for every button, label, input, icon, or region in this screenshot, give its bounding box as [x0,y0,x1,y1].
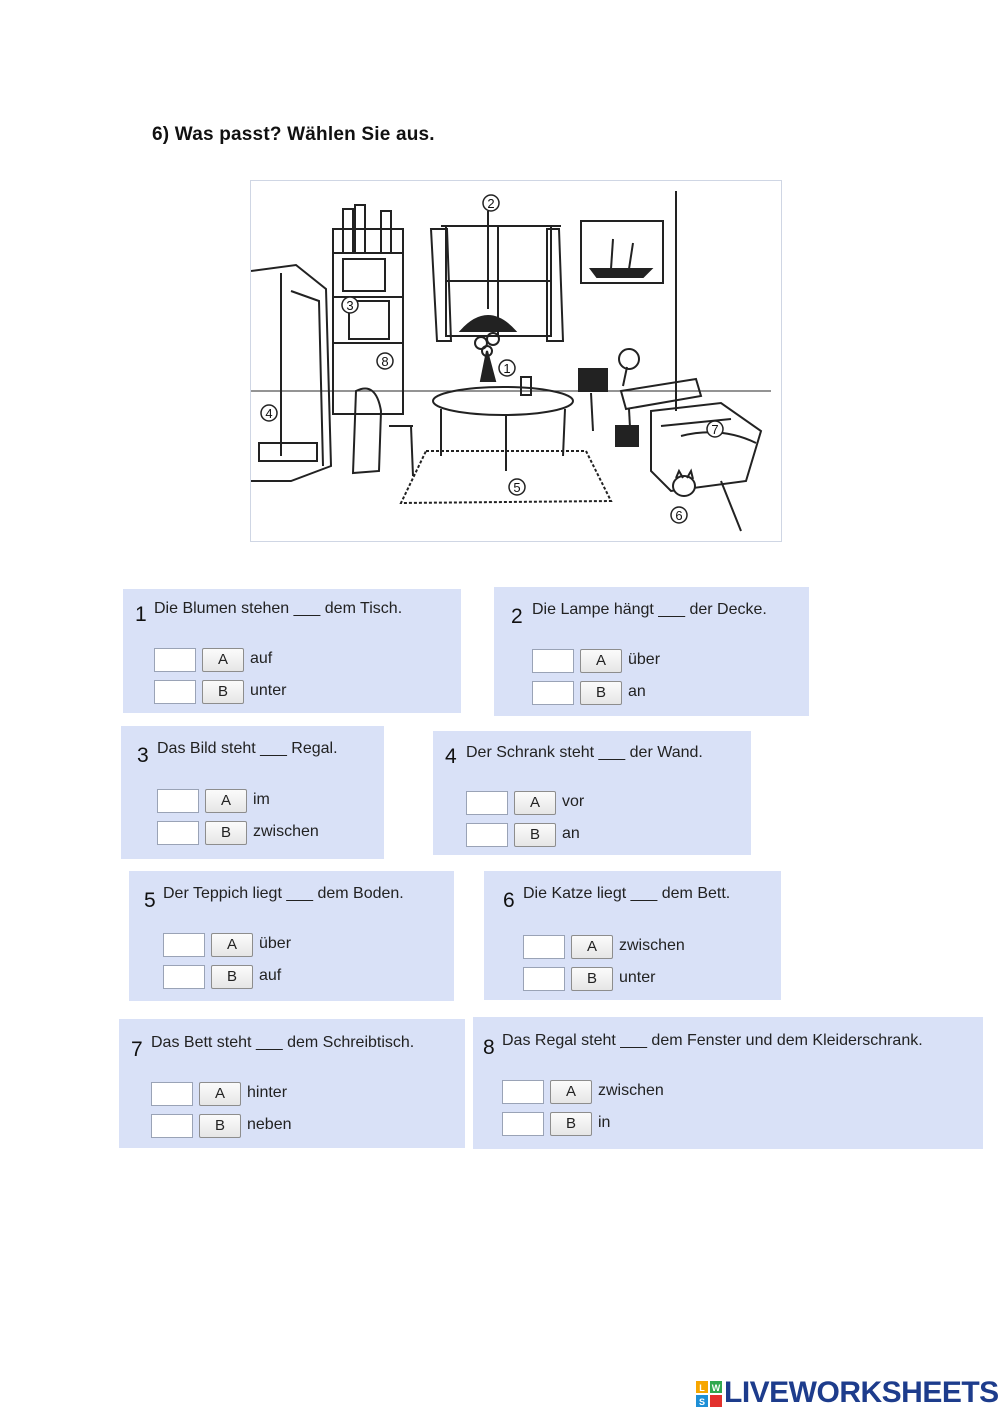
question-card-7 [119,1019,465,1148]
option-b-button[interactable]: B [199,1114,241,1138]
option-b-button[interactable]: B [202,680,244,704]
label-7 [707,421,723,437]
option-b-button[interactable]: B [571,967,613,991]
option-a-button[interactable]: A [514,791,556,815]
svg-text:3: 3 [346,298,354,313]
question-card-6 [484,871,781,1000]
question-number: 1 [135,603,147,626]
question-sentence: Der Schrank steht ___ der Wand. [466,744,703,761]
answer-box-a[interactable] [157,789,199,813]
answer-box-b[interactable] [154,680,196,704]
option-b-button[interactable]: B [580,681,622,705]
option-a-text: über [259,935,292,952]
question-card-5 [129,871,454,1001]
question-number: 4 [445,745,457,768]
answer-box-b[interactable] [157,821,199,845]
option-a-text: zwischen [598,1082,664,1099]
question-number: 3 [137,744,149,767]
answer-box-a[interactable] [466,791,508,815]
answer-box-b[interactable] [502,1112,544,1136]
question-card-3 [121,726,384,859]
question-card-4 [433,731,751,855]
label-4 [261,405,277,421]
label-5 [509,479,525,495]
answer-box-b[interactable] [151,1114,193,1138]
svg-text:7: 7 [711,422,719,437]
svg-text:W: W [711,1383,721,1393]
option-a-text: vor [562,793,585,810]
answer-box-a[interactable] [523,935,565,959]
question-number: 5 [144,889,156,912]
room-drawing [251,181,781,541]
option-b-button[interactable]: B [514,823,556,847]
option-b-text: auf [259,967,282,984]
brand-name: LIVEWORKSHEETS [724,1376,999,1409]
option-b-text: unter [250,682,287,699]
question-sentence: Das Regal steht ___ dem Fenster und dem Kleiderschrank. [502,1032,923,1049]
svg-text:S: S [698,1397,706,1407]
label-1 [499,360,515,376]
answer-box-b[interactable] [532,681,574,705]
option-b-text: an [628,683,646,700]
question-sentence: Die Katze liegt ___ dem Bett. [523,885,731,902]
question-card-8 [473,1017,983,1149]
svg-text:6: 6 [675,508,683,523]
question-sentence: Die Blumen stehen ___ dem Tisch. [154,600,403,617]
label-8 [377,353,393,369]
option-a-button[interactable]: A [580,649,622,673]
option-b-text: an [562,825,580,842]
option-b-button[interactable]: B [205,821,247,845]
question-sentence: Das Bett steht ___ dem Schreibtisch. [151,1034,415,1051]
question-number: 6 [503,889,515,912]
question-sentence: Der Teppich liegt ___ dem Boden. [163,885,404,902]
answer-box-b[interactable] [523,967,565,991]
label-6 [671,507,687,523]
option-a-text: zwischen [619,937,685,954]
answer-box-b[interactable] [163,965,205,989]
question-card-2 [494,587,809,716]
question-number: 7 [131,1038,143,1061]
answer-box-a[interactable] [502,1080,544,1104]
question-sentence: Die Lampe hängt ___ der Decke. [532,601,767,618]
room-illustration [250,180,782,542]
option-b-button[interactable]: B [211,965,253,989]
svg-text:5: 5 [513,480,521,495]
svg-text:4: 4 [265,406,273,421]
option-a-text: auf [250,650,273,667]
answer-box-b[interactable] [466,823,508,847]
question-number: 8 [483,1036,495,1059]
question-card-1 [123,589,461,713]
option-a-button[interactable]: A [205,789,247,813]
option-a-button[interactable]: A [211,933,253,957]
answer-box-a[interactable] [154,648,196,672]
option-a-button[interactable]: A [550,1080,592,1104]
answer-box-a[interactable] [163,933,205,957]
svg-text:L: L [699,1383,705,1393]
label-3 [342,297,358,313]
answer-box-a[interactable] [532,649,574,673]
option-b-text: unter [619,969,656,986]
logo-mark-icon [696,1381,722,1407]
option-b-button[interactable]: B [550,1112,592,1136]
option-a-button[interactable]: A [571,935,613,959]
question-sentence: Das Bild steht ___ Regal. [157,740,338,757]
option-b-text: zwischen [253,823,319,840]
svg-text:1: 1 [503,361,511,376]
option-a-button[interactable]: A [199,1082,241,1106]
option-a-button[interactable]: A [202,648,244,672]
label-2 [483,195,499,211]
exercise-title: 6) Was passt? Wählen Sie aus. [152,124,435,145]
option-a-text: im [253,791,270,808]
svg-text:2: 2 [487,196,495,211]
option-a-text: über [628,651,661,668]
question-number: 2 [511,605,523,628]
svg-text:8: 8 [381,354,389,369]
option-b-text: in [598,1114,611,1131]
option-a-text: hinter [247,1084,288,1101]
answer-box-a[interactable] [151,1082,193,1106]
option-b-text: neben [247,1116,292,1133]
